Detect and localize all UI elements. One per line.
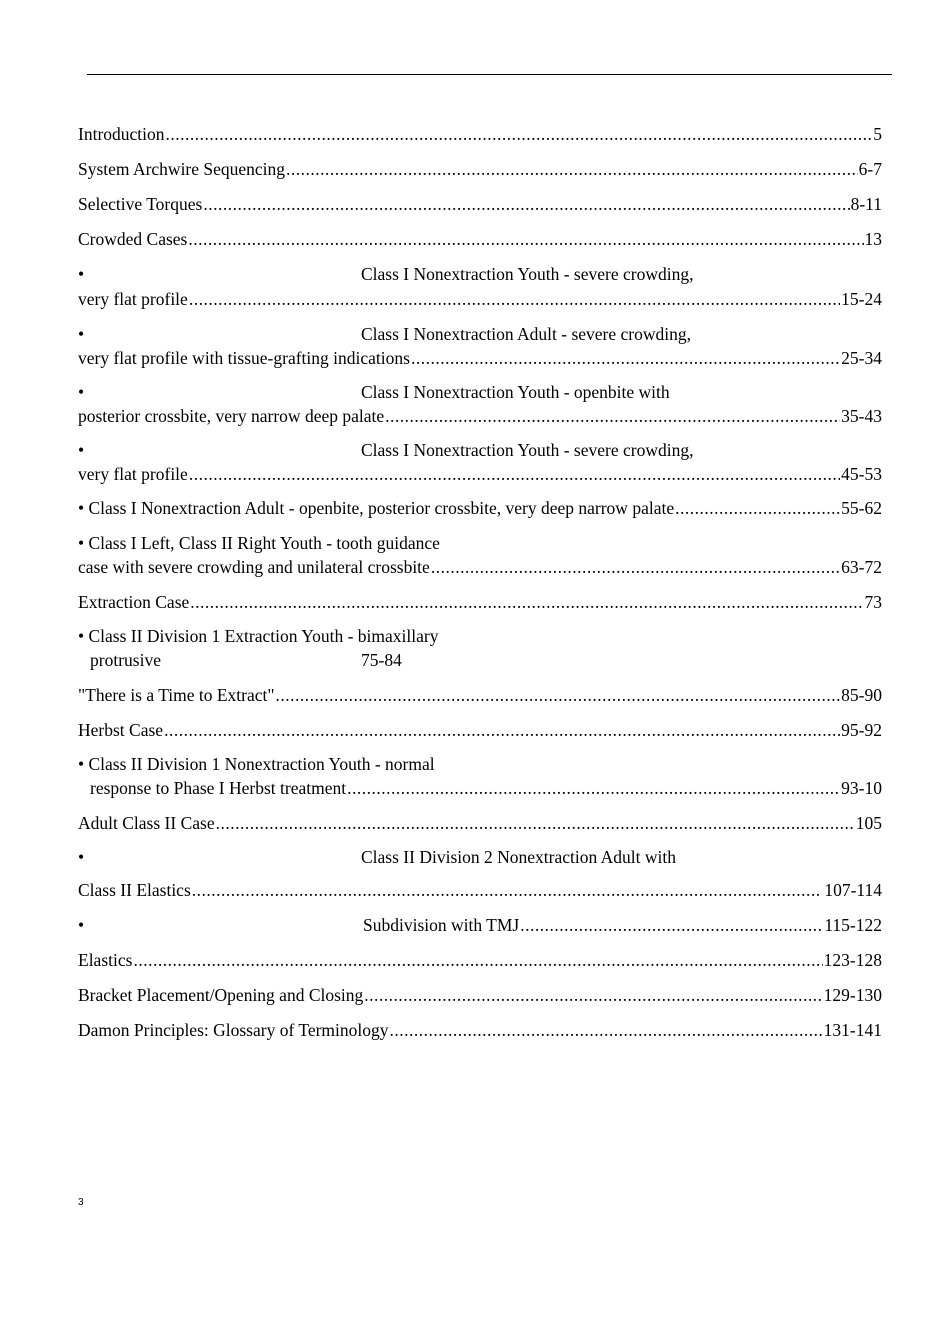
toc-entry-time-to-extract[interactable] [78, 683, 882, 707]
bullet-icon: • [78, 915, 85, 935]
bullet-icon: • [78, 382, 85, 402]
toc-page: 45-53 [841, 464, 882, 484]
toc-entry-elastics[interactable] [78, 948, 882, 972]
bullet-icon: • [78, 847, 85, 867]
toc-entry-herbst[interactable] [78, 718, 882, 742]
toc-title: Subdivision with TMJ [363, 915, 520, 935]
bullet-icon: • [78, 440, 85, 460]
toc-page: 13 [864, 229, 882, 249]
toc-title: Herbst Case [78, 720, 164, 740]
toc-title: "There is a Time to Extract" [78, 685, 275, 705]
toc-subentry-c6-line1: • Class I Left, Class II Right Youth - tooth guidance [78, 533, 440, 553]
toc-title: protrusive [90, 650, 161, 670]
toc-page: 123-128 [823, 950, 882, 970]
toc-title: response to Phase I Herbst treatment [90, 778, 347, 798]
header-rule [87, 74, 892, 75]
toc-title: System Archwire Sequencing [78, 159, 286, 179]
toc-page: 25-34 [841, 348, 882, 368]
toc-subentry-c4-line1: • Class I Nonextraction Youth - severe crowding, [78, 440, 694, 460]
toc-title: • Class I Nonextraction Adult - openbite, posterior crossbite, very deep narrow palate [78, 498, 675, 518]
toc-title: very flat profile [78, 464, 188, 484]
toc-entry-bracket[interactable] [78, 983, 882, 1007]
toc-entry-adult[interactable] [78, 811, 882, 835]
toc-page: 115-122 [824, 915, 882, 935]
toc-entry-c6[interactable] [78, 555, 882, 579]
toc-entry-crowded[interactable] [78, 227, 882, 251]
toc-page: 93-10 [841, 778, 882, 798]
toc-page: 15-24 [841, 289, 882, 309]
page-number: 3 [78, 1197, 84, 1208]
toc-subentry-c2-line1: • Class I Nonextraction Adult - severe crowding, [78, 324, 691, 344]
toc-page: 55-62 [841, 498, 882, 518]
toc-entry-e1[interactable] [78, 648, 882, 672]
toc-entry-tmj[interactable] [78, 913, 882, 937]
toc-title: Introduction [78, 124, 165, 144]
toc-entry-c1[interactable] [78, 287, 882, 311]
toc-entry-c5[interactable] [78, 496, 882, 520]
toc-page: 8-11 [850, 194, 882, 214]
toc-subentry-h1-line1: • Class II Division 1 Nonextraction Youth - normal [78, 754, 435, 774]
toc-title: Extraction Case [78, 592, 190, 612]
toc-page: 129-130 [823, 985, 882, 1005]
toc-entry-class-ii-elastics[interactable] [78, 878, 882, 902]
toc-title: Elastics [78, 950, 133, 970]
toc-page: 131-141 [823, 1020, 882, 1040]
toc-page: 6-7 [858, 159, 882, 179]
toc-page: 105 [855, 813, 882, 833]
toc-title: Selective Torques [78, 194, 203, 214]
toc-entry-c3[interactable] [78, 404, 882, 428]
toc-page: 35-43 [841, 406, 882, 426]
toc-subentry-c1-line1: • Class I Nonextraction Youth - severe crowding, [78, 264, 694, 284]
toc-title: case with severe crowding and unilateral crossbite [78, 557, 430, 577]
toc-entry-c2[interactable] [78, 346, 882, 370]
toc-entry-archwire[interactable] [78, 157, 882, 181]
toc-page: 95-92 [841, 720, 882, 740]
toc-entry-c4[interactable] [78, 462, 882, 486]
toc-title: Bracket Placement/Opening and Closing [78, 985, 364, 1005]
toc-page: 75-84 [361, 650, 402, 670]
toc-page: 107-114 [824, 880, 882, 900]
toc-entry-introduction[interactable] [78, 122, 882, 146]
toc-title: Damon Principles: Glossary of Terminology [78, 1020, 389, 1040]
toc-entry-damon[interactable] [78, 1018, 882, 1042]
toc-entry-extraction[interactable] [78, 590, 882, 614]
toc-page: 85-90 [841, 685, 882, 705]
toc-title: Adult Class II Case [78, 813, 215, 833]
toc-entry-torques[interactable] [78, 192, 882, 216]
toc-page: 63-72 [841, 557, 882, 577]
bullet-icon: • [78, 324, 85, 344]
toc-title: Class II Elastics [78, 880, 191, 900]
bullet-icon: • [78, 264, 85, 284]
toc-subentry-c3-line1: • Class I Nonextraction Youth - openbite with [78, 382, 670, 402]
toc-subentry-e1-line1: • Class II Division 1 Extraction Youth - bimaxillary [78, 626, 439, 646]
toc-title: very flat profile [78, 289, 188, 309]
toc-entry-h1[interactable] [78, 776, 882, 800]
toc-title: Crowded Cases [78, 229, 188, 249]
toc-title: very flat profile with tissue-grafting indications [78, 348, 410, 368]
toc-subentry-a1: • Class II Division 2 Nonextraction Adult with [78, 847, 676, 867]
toc-page: 73 [864, 592, 882, 612]
toc-page: 5 [873, 124, 882, 144]
toc-title: posterior crossbite, very narrow deep palate [78, 406, 385, 426]
